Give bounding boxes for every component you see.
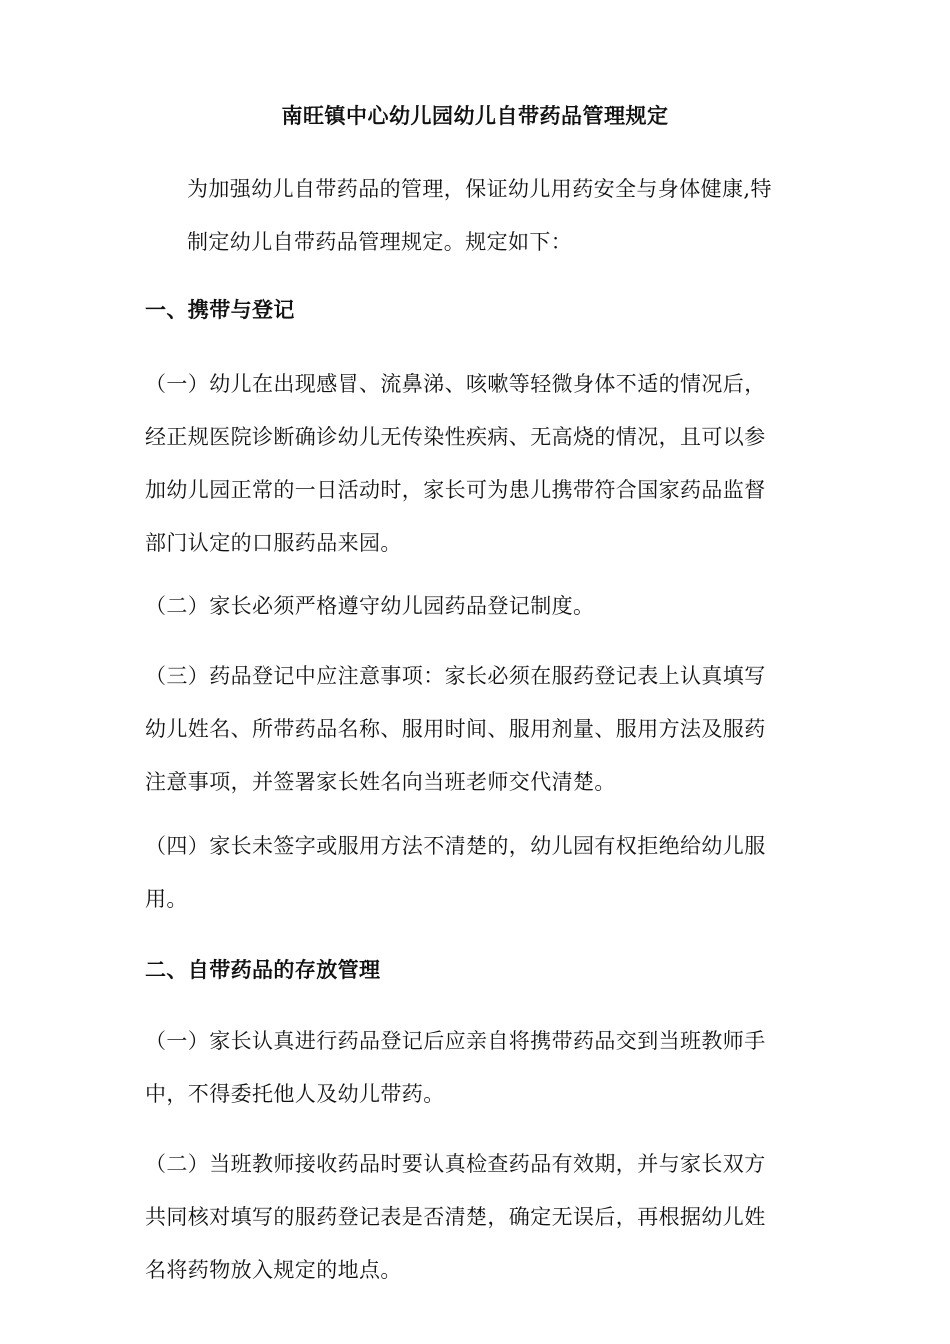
section-1-item-2 — [145, 580, 805, 633]
paragraph-line: （三）药品登记中应注意事项：家长必须在服药登记表上认真填写 — [145, 664, 766, 688]
intro-paragraph — [145, 163, 805, 269]
paragraph-line: （一）幼儿在出现感冒、流鼻涕、咳嗽等轻微身体不适的情况后， — [145, 372, 766, 396]
section-heading-1: 一、携带与登记 — [145, 298, 295, 322]
section-2-item-2 — [145, 1138, 805, 1297]
paragraph-line: 中，不得委托他人及幼儿带药。 — [145, 1082, 445, 1106]
section-1-item-3 — [145, 650, 805, 809]
paragraph-line: 幼儿姓名、所带药品名称、服用时间、服用剂量、服用方法及服药 — [145, 717, 766, 741]
section-2-item-1 — [145, 1015, 805, 1121]
intro-line: 为加强幼儿自带药品的管理，保证幼儿用药安全与身体健康,特 — [187, 177, 772, 201]
paragraph-line: 注意事项，并签署家长姓名向当班老师交代清楚。 — [145, 770, 616, 794]
paragraph-line: 部门认定的口服药品来园。 — [145, 531, 402, 555]
paragraph-line: （二）当班教师接收药品时要认真检查药品有效期，并与家长双方 — [145, 1152, 766, 1176]
paragraph-line: 用。 — [145, 887, 188, 911]
paragraph-line: 加幼儿园正常的一日活动时，家长可为患儿携带符合国家药品监督 — [145, 478, 766, 502]
paragraph-line: 名将药物放入规定的地点。 — [145, 1258, 402, 1282]
paragraph-line: 经正规医院诊断确诊幼儿无传染性疾病、无高烧的情况，且可以参 — [145, 425, 766, 449]
paragraph-line: 共同核对填写的服药登记表是否清楚，确定无误后，再根据幼儿姓 — [145, 1205, 766, 1229]
section-1-item-4 — [145, 820, 805, 926]
paragraph-line: （四）家长未签字或服用方法不清楚的，幼儿园有权拒绝给幼儿服 — [145, 834, 766, 858]
document-title: 南旺镇中心幼儿园幼儿自带药品管理规定 — [281, 104, 669, 128]
section-1-item-1 — [145, 358, 805, 570]
paragraph-line: （二）家长必须严格遵守幼儿园药品登记制度。 — [145, 594, 595, 618]
section-heading-2: 二、自带药品的存放管理 — [145, 958, 381, 982]
paragraph-line: （一）家长认真进行药品登记后应亲自将携带药品交到当班教师手 — [145, 1029, 766, 1053]
intro-line: 制定幼儿自带药品管理规定。规定如下： — [187, 230, 573, 254]
